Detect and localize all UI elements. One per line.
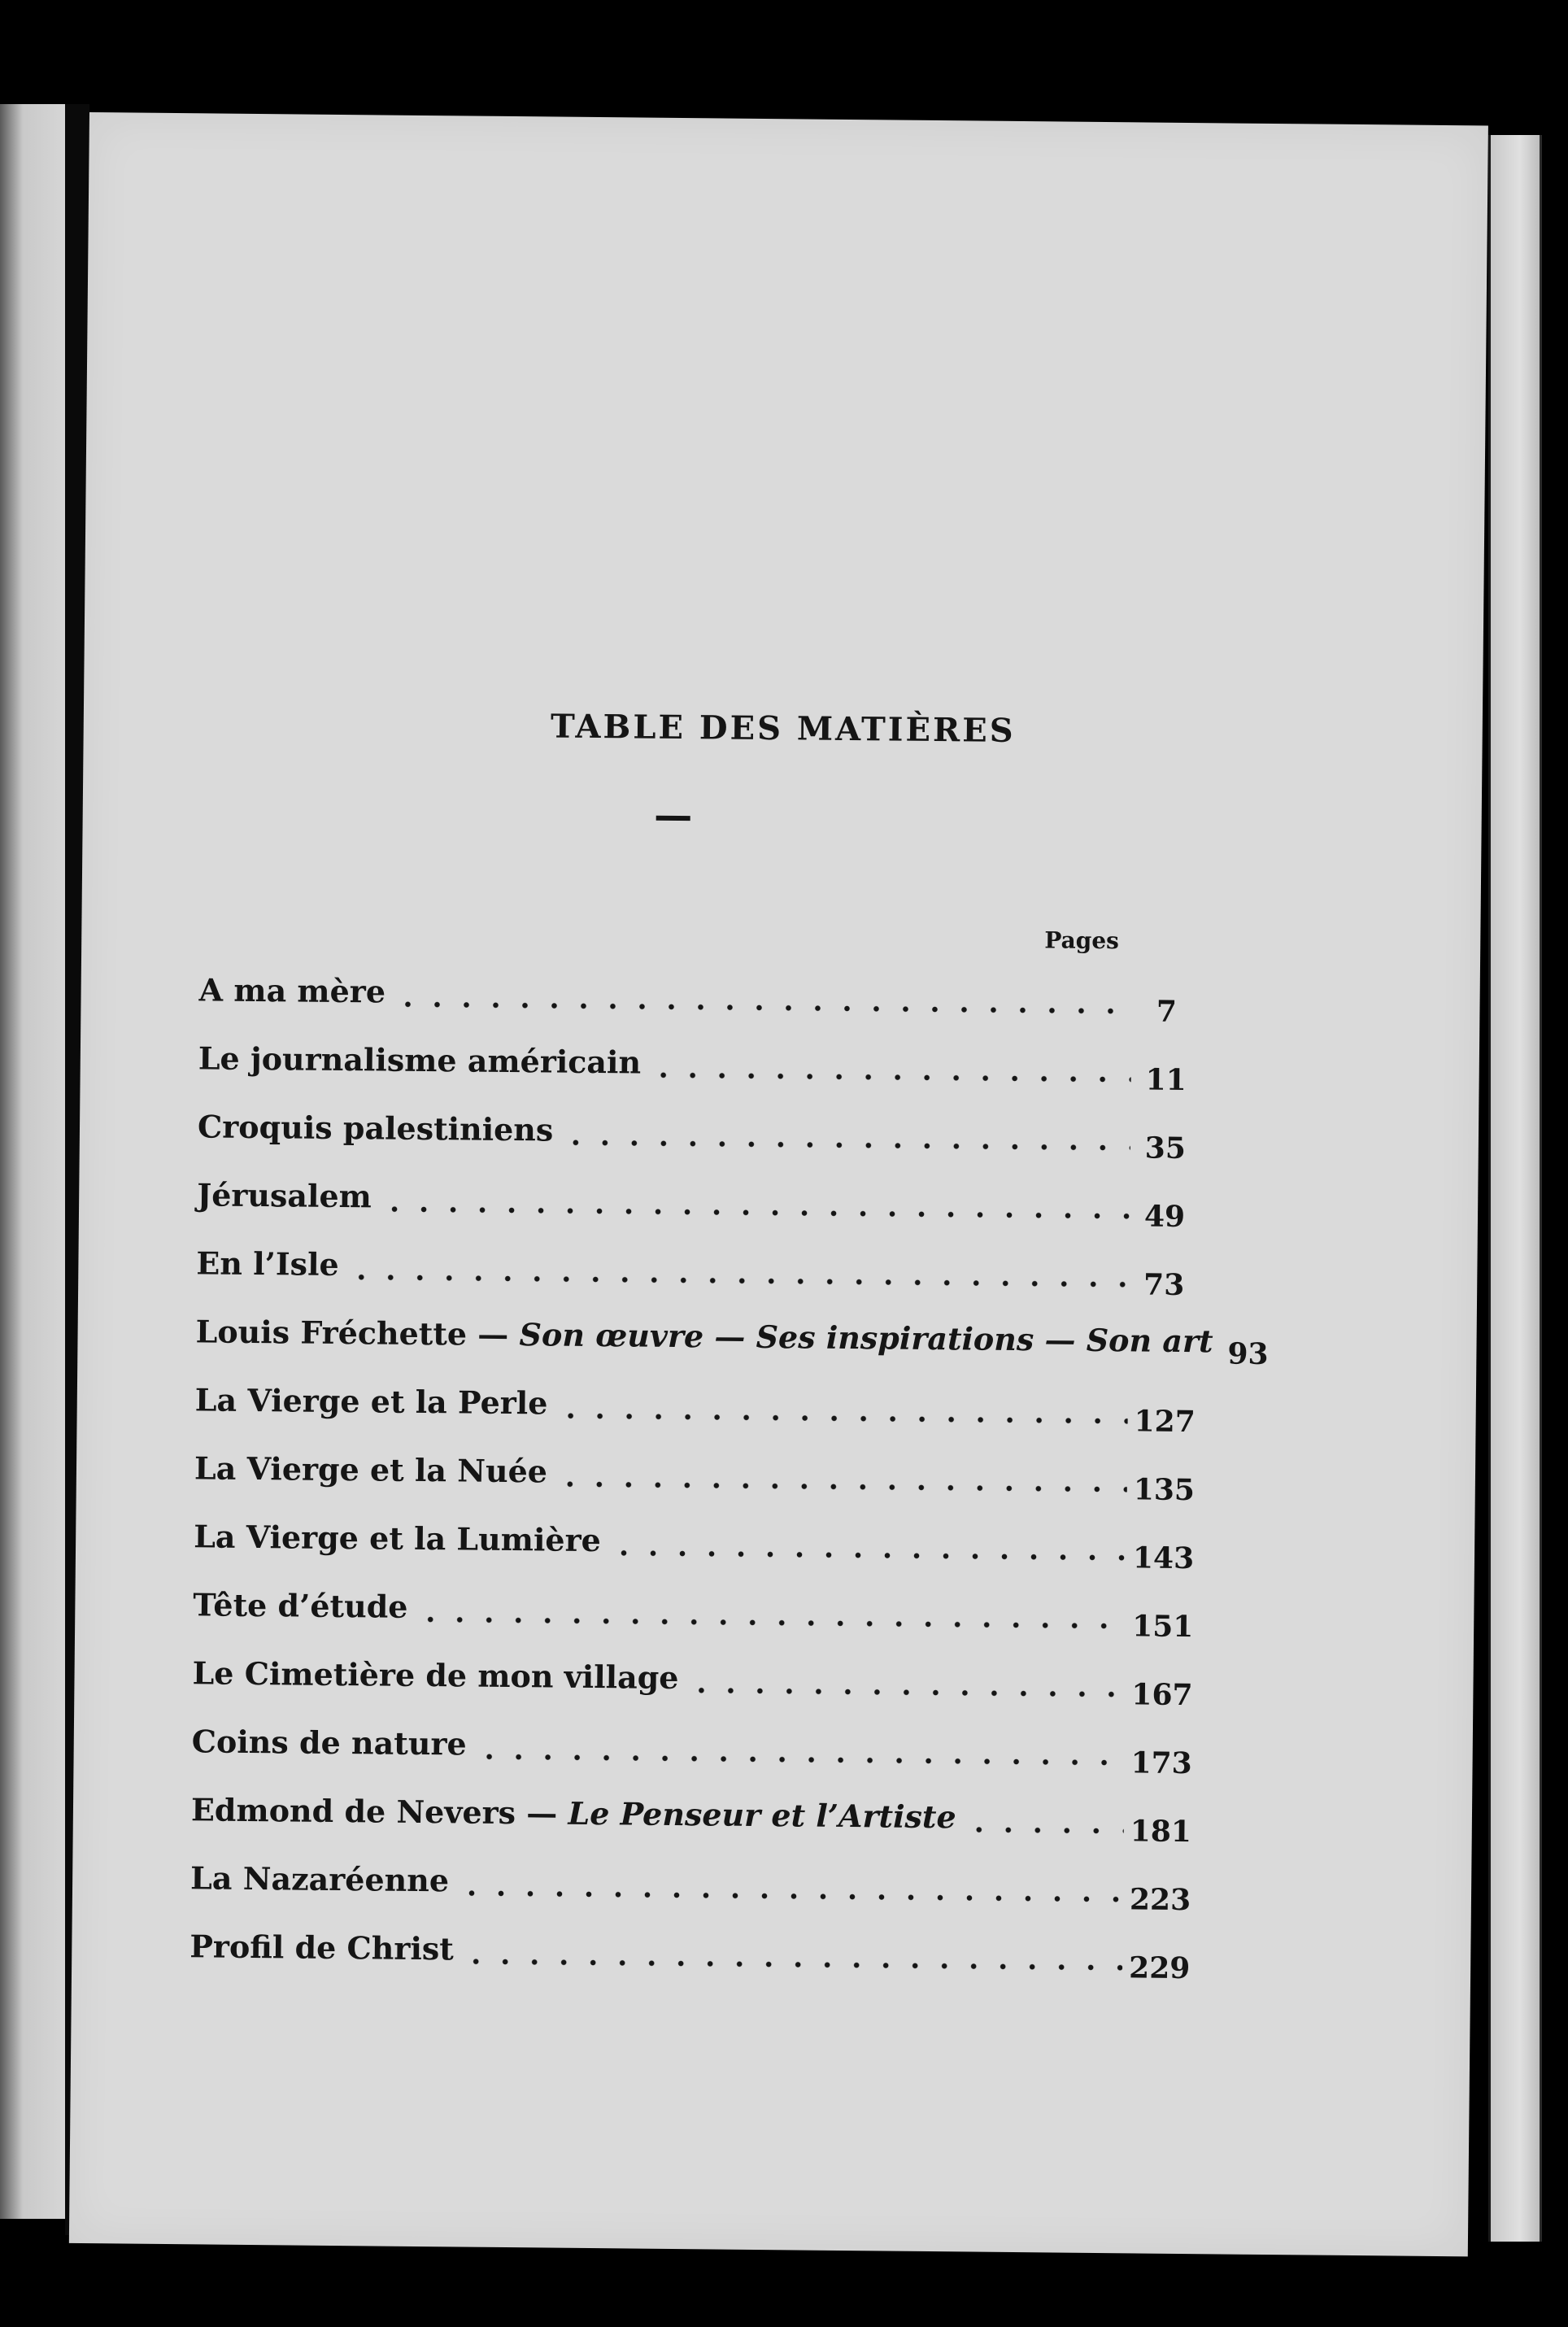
toc-entry-page: 49 (1143, 1199, 1186, 1234)
toc-entry-title: Le Cimetière de mon village (192, 1654, 679, 1697)
toc-entry-title: Profil de Christ (189, 1928, 455, 1967)
toc-entry-title: La Nazaréenne (189, 1859, 450, 1899)
toc-entry (193, 1497, 1195, 1576)
dot-leader (561, 1131, 1130, 1161)
dot-leader (649, 1063, 1131, 1092)
toc-entry-title: Jérusalem (197, 1176, 372, 1215)
toc-entry-title: Le journalisme américain (198, 1039, 642, 1081)
dot-leader (394, 992, 1132, 1024)
dot-leader (346, 1265, 1129, 1296)
toc-entry (191, 1702, 1192, 1781)
dot-leader (608, 1540, 1126, 1570)
title-divider (656, 816, 690, 821)
dot-leader (555, 1404, 1128, 1434)
toc-entry-title: A ma mère (198, 971, 386, 1010)
dot-leader (686, 1678, 1125, 1706)
toc-entry-title: La Vierge et la Nuée (194, 1449, 548, 1490)
toc-entry (196, 1224, 1193, 1302)
toc-entry-page: 151 (1131, 1609, 1194, 1645)
toc-entry-page: 35 (1144, 1131, 1187, 1166)
toc-entry-page: 143 (1132, 1540, 1195, 1576)
toc-entry (193, 1566, 1194, 1645)
pages-column-header: Pages (1044, 926, 1120, 955)
toc-entry (198, 1019, 1195, 1097)
previous-page-edge (0, 104, 65, 2219)
dot-leader (555, 1472, 1127, 1502)
toc-entry (190, 1771, 1192, 1850)
toc-entry-page: 223 (1129, 1882, 1191, 1918)
toc-entry (197, 1156, 1194, 1234)
toc-entry (192, 1634, 1193, 1713)
table-of-contents (189, 951, 1269, 1986)
dot-leader (380, 1196, 1130, 1228)
toc-entry-title: Edmond de Nevers — Le Penseur et l’Artiste (190, 1791, 956, 1836)
toc-entry-page: 135 (1133, 1472, 1196, 1508)
toc-entry-page: 229 (1128, 1950, 1191, 1986)
book-page (69, 112, 1488, 2256)
page-stack-edge (1488, 135, 1542, 2242)
toc-entry-page: 167 (1131, 1677, 1193, 1713)
toc-entry-title: En l’Isle (196, 1244, 339, 1283)
toc-entry (189, 1839, 1191, 1918)
toc-entry-page: 73 (1143, 1267, 1185, 1302)
toc-entry-page: 93 (1227, 1336, 1269, 1371)
dot-leader (964, 1817, 1124, 1843)
dot-leader (462, 1949, 1123, 1980)
toc-entry (194, 1361, 1196, 1440)
toc-entry (198, 1087, 1195, 1166)
toc-entry (198, 951, 1196, 1029)
toc-entry (189, 1907, 1191, 1986)
toc-entry-title: Louis Fréchette — Son œuvre — Ses inspirations — Son art (195, 1313, 1213, 1360)
toc-entry-page: 7 (1156, 994, 1178, 1029)
toc-entry (194, 1429, 1196, 1508)
toc-entry-page: 181 (1130, 1814, 1192, 1850)
page-title: TABLE DES MATIÈRES (550, 707, 1016, 750)
toc-entry (195, 1292, 1269, 1371)
dot-leader (457, 1880, 1123, 1911)
toc-entry-title: La Vierge et la Perle (194, 1381, 548, 1422)
dot-leader (416, 1607, 1126, 1638)
toc-entry-page: 127 (1134, 1404, 1196, 1440)
dot-leader (474, 1745, 1124, 1776)
toc-entry-title: Coins de nature (191, 1723, 467, 1763)
toc-entry-page: 11 (1145, 1062, 1187, 1098)
toc-entry-title: La Vierge et la Lumière (193, 1518, 602, 1559)
toc-entry-title: Tête d’étude (193, 1586, 408, 1625)
toc-entry-title: Croquis palestiniens (197, 1108, 554, 1148)
toc-entry-page: 173 (1130, 1745, 1192, 1781)
